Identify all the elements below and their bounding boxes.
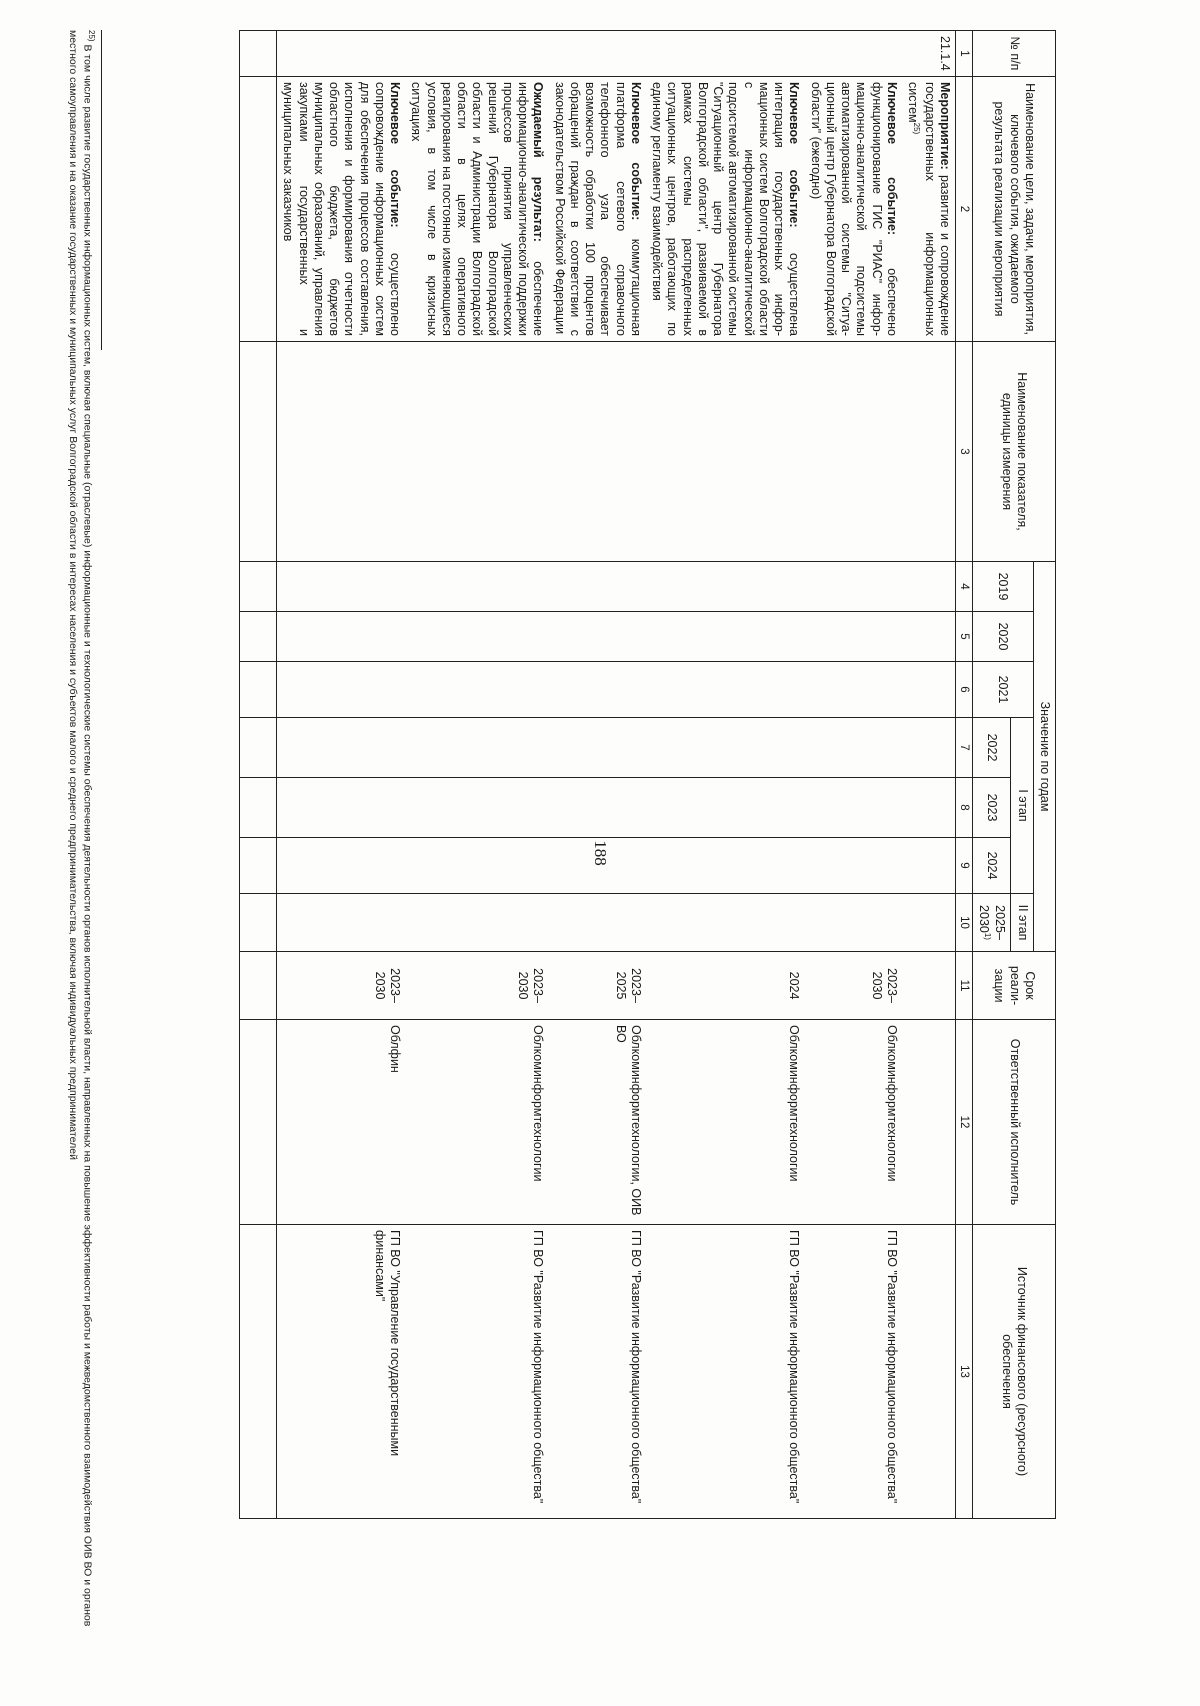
col-num: 1 xyxy=(955,31,972,77)
entry-text: осуществлена интеграция государственных информационных систем Волгоградской области с информационно-аналитической подсистемой автоматизированной системы "Ситуационный центр Губернатора Волгоградской области", развиваемой в рамках системы распределенных ситуационных центров, работающих по единому регламенту взаимодействия xyxy=(650,82,802,337)
entry-text: коммутационная платформа сетевого справочного телефонного узла обеспечивает возможность обработки 100 процентов обращений граждан в соответствии с законодательством Российской Федерации xyxy=(552,82,643,336)
entry-executor: Облкоминформтехнологии xyxy=(646,1020,805,1225)
col-num: 5 xyxy=(955,612,972,662)
entry-executor xyxy=(902,1020,955,1225)
header-values-group: Значение по годам xyxy=(1033,562,1055,952)
entry-label: Ожидаемый результат: xyxy=(531,82,546,242)
header-2021: 2021 xyxy=(972,662,1033,718)
stage-2-footnote-mark: 1) xyxy=(983,932,993,940)
entry-source: ГП ВО "Развитие информационного общества" xyxy=(405,1225,548,1519)
col-num: 2 xyxy=(955,77,972,342)
column-number-row xyxy=(955,31,972,1519)
col-num: 6 xyxy=(955,662,972,718)
footnote-text: В том числе развитие государственных информационных систем, включая специальные (отраслевые) информационные и технологические системы обеспечения деятельности органов исполнительной власти, направленных на повышение эффективности работы и межведомственного взаимодействия ОИВ ВО и органов местного самоуправления и на оказание государственных и муниципальных услуг Волгоградской области в интересах населения и субъектов малого и среднего предпринимательства, включая индивидуальных предпринимателей xyxy=(67,30,94,1627)
header-term: Срок реализации xyxy=(972,952,1055,1020)
header-2025-2030 xyxy=(972,894,1011,952)
entry-text: развитие и сопровождение государственных информационных систем xyxy=(906,82,952,336)
col-num: 11 xyxy=(955,952,972,1020)
entry-source: ГП ВО "Развитие информационного общества" xyxy=(804,1225,902,1519)
plan-table xyxy=(239,30,1056,1519)
entry-source xyxy=(902,1225,955,1519)
entry-executor: Облкоминформтехнологии xyxy=(405,1020,548,1225)
header-source: Источник финансового (ресурсного) обеспечения xyxy=(972,1225,1055,1519)
entry-description xyxy=(548,77,646,342)
table-row xyxy=(646,31,805,1519)
col-num: 8 xyxy=(955,778,972,838)
header-2020: 2020 xyxy=(972,612,1033,662)
entry-description xyxy=(646,77,805,342)
header-2019: 2019 xyxy=(972,562,1033,612)
entry-label: Мероприятие: xyxy=(937,82,952,170)
col-num: 10 xyxy=(955,894,972,952)
entry-source: ГП ВО "Развитие информационного общества" xyxy=(646,1225,805,1519)
entry-text: обеспечено функционирование ГИС "РИАС" информационно-аналитической подсистемы автоматизированной системы "Ситуационный центр Губернатора Волгоградской области" (ежегодно) xyxy=(808,82,899,336)
footnote-mark: 25) xyxy=(87,30,96,42)
col-num: 13 xyxy=(955,1225,972,1519)
entry-term: 2024 xyxy=(646,952,805,1020)
entry-label: Ключевое событие: xyxy=(787,82,802,228)
header-name: Наименование цели, задачи, мероприятия, ключевого события, ожидаемого результата реализации мероприятия xyxy=(972,77,1055,342)
entry-term: 2023–2025 xyxy=(548,952,646,1020)
table-row xyxy=(902,31,955,1519)
header-executor: Ответственный исполнитель xyxy=(972,1020,1055,1225)
header-indicator: Наименование показателя, единицы измерения xyxy=(972,342,1055,562)
table-row xyxy=(405,31,548,1519)
entry-source: ГП ВО "Развитие информационного общества" xyxy=(548,1225,646,1519)
entry-term xyxy=(902,952,955,1020)
table-header xyxy=(955,31,1055,1519)
entry-label: Ключевое событие: xyxy=(628,82,643,221)
entry-description xyxy=(902,77,955,342)
entry-label: Ключевое событие: xyxy=(884,82,899,236)
header-number: № п/п xyxy=(972,31,1055,77)
entry-description xyxy=(405,77,548,342)
stage-2-years: 2025–2030 xyxy=(977,905,1008,940)
entry-description xyxy=(804,77,902,342)
entry-executor: Облкоминформтехнологии xyxy=(804,1020,902,1225)
col-num: 4 xyxy=(955,562,972,612)
table-bottom-row xyxy=(240,31,277,1519)
table-row xyxy=(277,31,406,1519)
entry-executor: Облкоминформтехнологии, ОИВ ВО xyxy=(548,1020,646,1225)
col-num: 7 xyxy=(955,718,972,778)
entry-term: 2023–2030 xyxy=(405,952,548,1020)
entry-executor: Облфин xyxy=(277,1020,406,1225)
header-2023: 2023 xyxy=(972,778,1011,838)
col-num: 9 xyxy=(955,838,972,894)
table-body xyxy=(240,31,956,1519)
footnote-divider xyxy=(101,30,102,350)
indicator-cell xyxy=(902,342,955,562)
header-2024: 2024 xyxy=(972,838,1011,894)
entry-label: Ключевое событие: xyxy=(388,82,403,228)
entry-footnote-mark: 25) xyxy=(912,122,922,135)
entry-text: обеспечение информационно-аналитической поддержки процессов принятия управленческих решений Губернатора Волгоградской области и Администрации Волгоградской области в целях оперативного реагирования на постоянно изменяющиеся условия, в том числе в кризисных ситуациях xyxy=(409,82,546,336)
header-2022: 2022 xyxy=(972,718,1011,778)
entry-source: ГП ВО "Управление государственными финансами" xyxy=(277,1225,406,1519)
footnote xyxy=(66,30,96,1670)
col-num: 12 xyxy=(955,1020,972,1225)
table-row xyxy=(548,31,646,1519)
page-number: 188 xyxy=(591,840,610,866)
header-stage-2: II этап xyxy=(1011,894,1033,952)
entry-term: 2023–2030 xyxy=(277,952,406,1020)
table-row xyxy=(804,31,902,1519)
col-num: 3 xyxy=(955,342,972,562)
entry-text: осуществлено сопровождение информационных систем для обеспечения процессов составления, исполнения и формирования отчетности областного бюджета, бюджетов муниципальных образований, управления закупками государственных и муниципальных заказчиков xyxy=(281,82,403,337)
entry-term: 2023–2030 xyxy=(804,952,902,1020)
header-stage-1: I этап xyxy=(1011,718,1033,894)
entry-description xyxy=(277,77,406,342)
row-number: 21.1.4 xyxy=(902,31,955,77)
